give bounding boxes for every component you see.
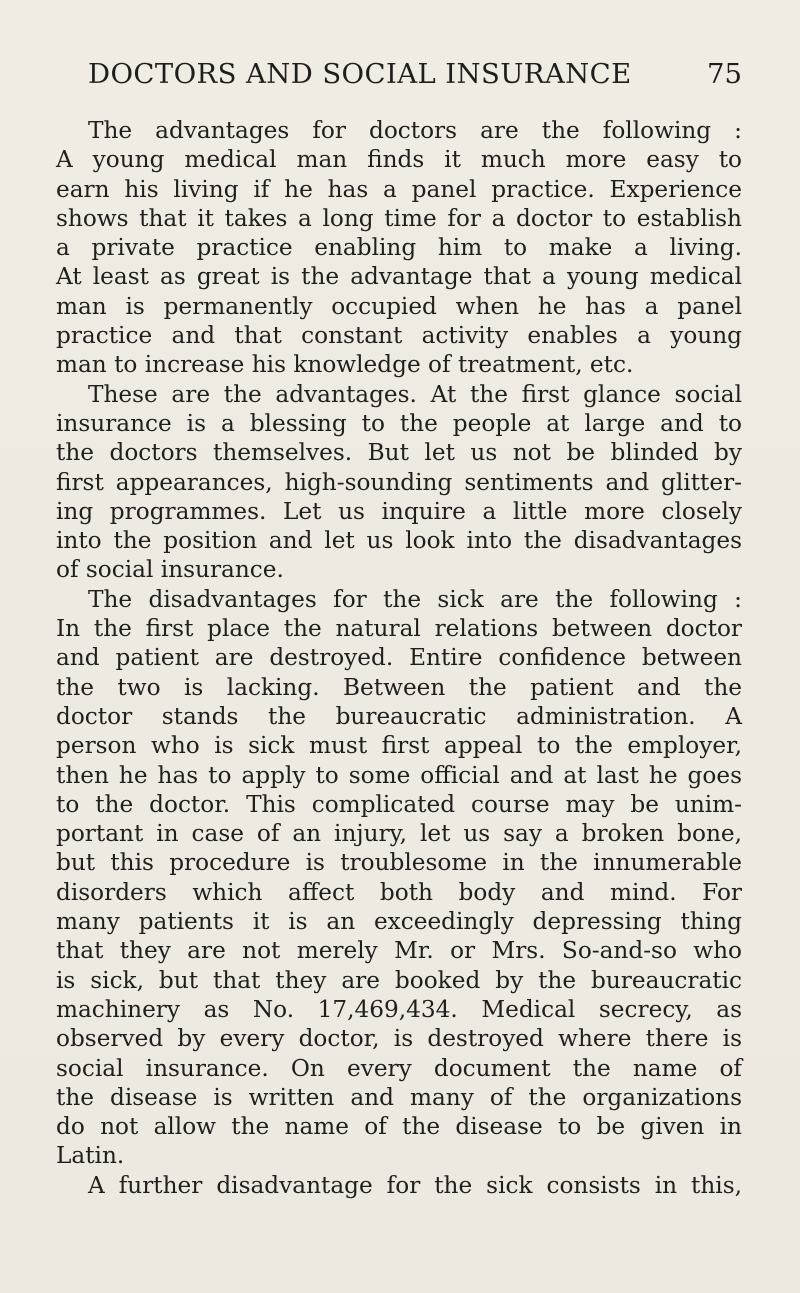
text-line: first appearances, high-sounding sentiments and glitter- bbox=[56, 468, 742, 496]
text-line: shows that it takes a long time for a doctor to establish bbox=[56, 204, 742, 232]
text-line: earn his living if he has a panel practice. Experience bbox=[56, 175, 742, 203]
paragraph-further-disadvantage bbox=[56, 1171, 742, 1200]
text-line: of social insurance. bbox=[56, 556, 284, 584]
text-line: is sick, but that they are booked by the bureaucratic bbox=[56, 966, 742, 994]
text-line: practice and that constant activity enables a young bbox=[56, 322, 742, 350]
text-line: machinery as No. 17,469,434. Medical secrecy, as bbox=[56, 995, 742, 1023]
text-line: insurance is a blessing to the people at large and to bbox=[56, 409, 742, 437]
text-line: into the position and let us look into the disadvantages bbox=[56, 527, 742, 555]
text-line: The advantages for doctors are the following : bbox=[88, 117, 742, 144]
page-header bbox=[88, 58, 742, 98]
text-line: social insurance. On every document the name of bbox=[56, 1054, 742, 1082]
text-line: person who is sick must first appeal to the employer, bbox=[56, 732, 742, 760]
text-line: that they are not merely Mr. or Mrs. So-and-so who bbox=[56, 937, 742, 965]
text-line: the disease is written and many of the organizations bbox=[56, 1083, 742, 1111]
text-line: doctor stands the bureaucratic administration. A bbox=[56, 702, 742, 730]
text-line: a private practice enabling him to make a living. bbox=[56, 234, 742, 262]
paragraph-advantages bbox=[56, 116, 742, 380]
text-line: At least as great is the advantage that a young medical bbox=[56, 263, 742, 291]
text-line: but this procedure is troublesome in the innumerable bbox=[56, 849, 742, 877]
paragraph-disadvantages bbox=[56, 585, 742, 1171]
text-line: the doctors themselves. But let us not be blinded by bbox=[56, 439, 742, 467]
running-head: DOCTORS AND SOCIAL INSURANCE bbox=[88, 58, 632, 90]
text-line: to the doctor. This complicated course may be unim- bbox=[56, 790, 742, 818]
text-line: observed by every doctor, is destroyed where there is bbox=[56, 1025, 742, 1053]
text-line: disorders which affect both body and mind. For bbox=[56, 878, 742, 906]
text-line: the two is lacking. Between the patient and the bbox=[56, 673, 742, 701]
text-line: portant in case of an injury, let us say a broken bone, bbox=[56, 820, 742, 848]
text-line: do not allow the name of the disease to be given in bbox=[56, 1113, 742, 1141]
text-line: man to increase his knowledge of treatment, etc. bbox=[56, 351, 634, 379]
page-number: 75 bbox=[707, 58, 742, 90]
text-line: ing programmes. Let us inquire a little more closely bbox=[56, 497, 742, 525]
text-line: then he has to apply to some official and at last he goes bbox=[56, 761, 742, 789]
text-line: In the first place the natural relations between doctor bbox=[56, 615, 742, 643]
text-line: Latin. bbox=[56, 1142, 125, 1170]
text-line: A young medical man finds it much more easy to bbox=[56, 146, 742, 174]
text-line: These are the advantages. At the first glance social bbox=[88, 380, 742, 408]
paragraph-first-glance bbox=[56, 380, 742, 585]
text-line: many patients it is an exceedingly depressing thing bbox=[56, 908, 742, 936]
body-text bbox=[56, 116, 742, 1200]
text-line: man is permanently occupied when he has a panel bbox=[56, 292, 742, 320]
text-line: The disadvantages for the sick are the following : bbox=[88, 585, 742, 613]
text-line: and patient are destroyed. Entire confidence between bbox=[56, 644, 742, 672]
text-line: A further disadvantage for the sick consists in this, bbox=[88, 1171, 742, 1199]
